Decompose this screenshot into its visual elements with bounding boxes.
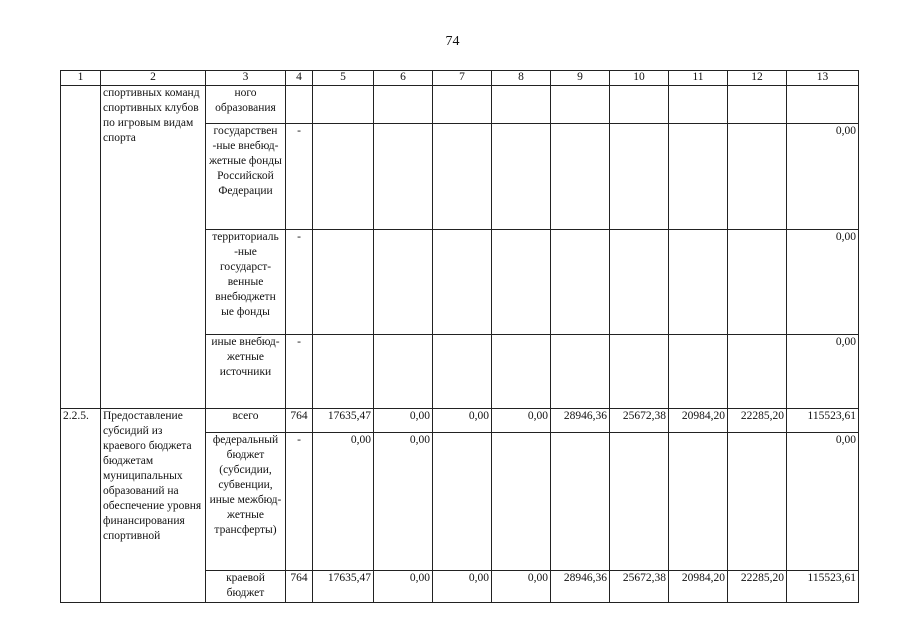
value-cell	[433, 433, 492, 571]
value-cell	[610, 124, 669, 230]
column-header: 9	[551, 71, 610, 86]
code-cell: 764	[286, 409, 313, 433]
value-cell: 17635,47	[313, 571, 374, 603]
column-header: 4	[286, 71, 313, 86]
value-cell: 0,00	[374, 571, 433, 603]
total-cell: 115523,61	[787, 409, 859, 433]
value-cell	[374, 335, 433, 409]
column-header: 10	[610, 71, 669, 86]
value-cell	[313, 230, 374, 335]
value-cell	[551, 335, 610, 409]
value-cell	[610, 433, 669, 571]
page-number: 74	[445, 34, 460, 49]
item-name-cell: Предоставление субсидий из краевого бюджета бюджетам муниципальных образований на обеспечение уровня финансирования спортивной	[101, 409, 206, 603]
value-cell: 25672,38	[610, 409, 669, 433]
value-cell	[551, 86, 610, 124]
value-cell	[728, 230, 787, 335]
value-cell: 28946,36	[551, 409, 610, 433]
value-cell	[313, 124, 374, 230]
value-cell	[433, 86, 492, 124]
value-cell	[610, 86, 669, 124]
value-cell	[433, 124, 492, 230]
value-cell	[610, 335, 669, 409]
column-header: 1	[61, 71, 101, 86]
funding-source-cell: государствен -ные внебюд- жетные фонды Российской Федерации	[206, 124, 286, 230]
value-cell	[551, 124, 610, 230]
value-cell	[313, 86, 374, 124]
column-header: 7	[433, 71, 492, 86]
value-cell	[669, 335, 728, 409]
code-cell: -	[286, 433, 313, 571]
value-cell	[669, 86, 728, 124]
value-cell	[669, 124, 728, 230]
value-cell	[728, 335, 787, 409]
item-name-cell: спортивных команд спортивных клубов по игровым видам спорта	[101, 86, 206, 409]
value-cell: 20984,20	[669, 409, 728, 433]
value-cell	[728, 86, 787, 124]
value-cell	[492, 433, 551, 571]
value-cell	[669, 433, 728, 571]
code-cell: -	[286, 124, 313, 230]
value-cell: 0,00	[492, 571, 551, 603]
total-cell: 0,00	[787, 433, 859, 571]
value-cell: 22285,20	[728, 571, 787, 603]
value-cell: 0,00	[433, 409, 492, 433]
funding-source-cell: всего	[206, 409, 286, 433]
value-cell: 0,00	[433, 571, 492, 603]
value-cell: 25672,38	[610, 571, 669, 603]
value-cell: 20984,20	[669, 571, 728, 603]
value-cell	[374, 124, 433, 230]
value-cell	[551, 433, 610, 571]
budget-table	[60, 70, 859, 603]
value-cell	[787, 86, 859, 124]
value-cell: 0,00	[374, 433, 433, 571]
item-number-cell	[61, 86, 101, 409]
value-cell: 22285,20	[728, 409, 787, 433]
total-cell: 115523,61	[787, 571, 859, 603]
value-cell	[433, 335, 492, 409]
column-header: 11	[669, 71, 728, 86]
value-cell	[492, 124, 551, 230]
column-header-row	[61, 71, 859, 86]
value-cell	[492, 335, 551, 409]
value-cell: 0,00	[374, 409, 433, 433]
value-cell	[433, 230, 492, 335]
table-row	[61, 409, 859, 433]
column-header: 12	[728, 71, 787, 86]
value-cell	[492, 86, 551, 124]
total-cell: 0,00	[787, 335, 859, 409]
funding-source-cell: ного образования	[206, 86, 286, 124]
column-header: 5	[313, 71, 374, 86]
value-cell	[728, 124, 787, 230]
total-cell: 0,00	[787, 230, 859, 335]
code-cell: -	[286, 230, 313, 335]
value-cell: 28946,36	[551, 571, 610, 603]
funding-source-cell: федеральный бюджет (субсидии, субвенции, иные межбюд- жетные трансферты)	[206, 433, 286, 571]
column-header: 13	[787, 71, 859, 86]
value-cell	[286, 86, 313, 124]
column-header: 3	[206, 71, 286, 86]
funding-source-cell: краевой бюджет	[206, 571, 286, 603]
value-cell	[610, 230, 669, 335]
value-cell	[669, 230, 728, 335]
value-cell	[492, 230, 551, 335]
column-header: 2	[101, 71, 206, 86]
value-cell: 17635,47	[313, 409, 374, 433]
value-cell: 0,00	[492, 409, 551, 433]
code-cell: -	[286, 335, 313, 409]
column-header: 8	[492, 71, 551, 86]
value-cell	[551, 230, 610, 335]
funding-source-cell: иные внебюд- жетные источники	[206, 335, 286, 409]
column-header: 6	[374, 71, 433, 86]
value-cell	[728, 433, 787, 571]
item-number-cell: 2.2.5.	[61, 409, 101, 603]
value-cell	[374, 86, 433, 124]
funding-source-cell: территориаль -ные государст- венные внебюджетн ые фонды	[206, 230, 286, 335]
value-cell	[374, 230, 433, 335]
value-cell	[313, 335, 374, 409]
code-cell: 764	[286, 571, 313, 603]
value-cell: 0,00	[313, 433, 374, 571]
table-row	[61, 86, 859, 124]
total-cell: 0,00	[787, 124, 859, 230]
